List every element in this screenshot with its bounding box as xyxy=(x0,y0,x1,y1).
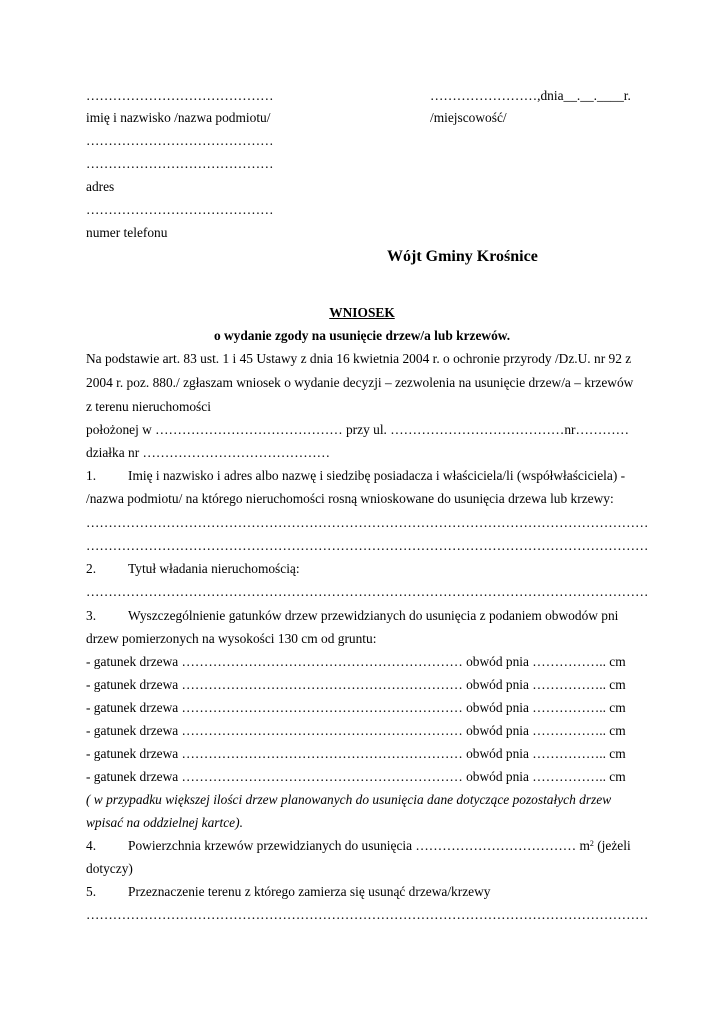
item-5-dots[interactable]: ……………………………………………………………………………………………………………… xyxy=(86,907,649,922)
item-1-number: 1. xyxy=(86,468,97,483)
tree-row[interactable]: - gatunek drzewa ……………………………………………………… obwód pnia …………….. cm xyxy=(86,677,626,692)
item-1-text: Imię i nazwisko i adres albo nazwę i siedzibę posiadacza i właściciela/li (współwłaściciela) - xyxy=(128,468,626,483)
shrub-area-field[interactable] xyxy=(128,838,631,854)
place-date-field[interactable]: ……………………,dnia__.__.____r. xyxy=(430,88,631,103)
phone-label: numer telefonu xyxy=(86,225,168,240)
tree-row[interactable]: - gatunek drzewa ……………………………………………………… obwód pnia …………….. cm xyxy=(86,654,626,669)
intro-line-2: 2004 r. poz. 880./ zgłaszam wniosek o wydanie decyzji – zezwolenia na usunięcie drzew/a – krzewów xyxy=(86,375,634,390)
phone-dots[interactable]: …………………………………… xyxy=(86,202,274,217)
item-3-text: Wyszczególnienie gatunków drzew przewidzianych do usunięcia z podaniem obwodów pni xyxy=(128,608,619,623)
document-title: WNIOSEK xyxy=(329,305,395,320)
item-1-dots-2[interactable]: ……………………………………………………………………………………………………………… xyxy=(86,538,649,553)
item-4-text-tail: (jeżeli xyxy=(593,838,631,853)
item-2-number: 2. xyxy=(86,561,97,576)
tree-row[interactable]: - gatunek drzewa ……………………………………………………… obwód pnia …………….. cm xyxy=(86,700,626,715)
item-1-dots-1[interactable]: ……………………………………………………………………………………………………………… xyxy=(86,515,649,530)
item-2-dots[interactable]: ……………………………………………………………………………………………………………… xyxy=(86,584,649,599)
item-5-number: 5. xyxy=(86,884,97,899)
item-3-note-cont: wpisać na oddzielnej kartce). xyxy=(86,815,243,830)
name-dots[interactable]: …………………………………… xyxy=(86,88,274,103)
squared-superscript: 2 xyxy=(589,839,594,848)
document-subtitle: o wydanie zgody na usunięcie drzew/a lub krzewów. xyxy=(213,328,511,343)
tree-row[interactable]: - gatunek drzewa ……………………………………………………… obwód pnia …………….. cm xyxy=(86,723,626,738)
tree-row[interactable]: - gatunek drzewa ……………………………………………………… obwód pnia …………….. cm xyxy=(86,746,626,761)
item-4-text-cont: dotyczy) xyxy=(86,861,133,876)
property-location-field[interactable]: położonej w …………………………………… przy ul. …………………………………nr………… xyxy=(86,422,630,437)
address-dots-1[interactable]: …………………………………… xyxy=(86,133,274,148)
address-label: adres xyxy=(86,179,115,194)
item-5-text: Przeznaczenie terenu z którego zamierza się usunąć drzewa/krzewy xyxy=(128,884,491,899)
item-1-text-cont: /nazwa podmiotu/ na którego nieruchomości rosną wnioskowane do usunięcia drzewa lub krzewy: xyxy=(86,491,614,506)
item-4-text: Powierzchnia krzewów przewidzianych do usunięcia ……………………………… m xyxy=(128,838,590,853)
item-3-text-cont: drzew pomierzonych na wysokości 130 cm od gruntu: xyxy=(86,631,377,646)
item-2-text: Tytuł władania nieruchomością: xyxy=(128,561,300,576)
intro-line-3: z terenu nieruchomości xyxy=(86,399,211,414)
item-4-number: 4. xyxy=(86,838,97,853)
item-3-number: 3. xyxy=(86,608,97,623)
addressee: Wójt Gminy Krośnice xyxy=(387,248,538,265)
intro-line-1: Na podstawie art. 83 ust. 1 i 45 Ustawy z dnia 16 kwietnia 2004 r. o ochronie przyrody /Dz.U. nr 92 z xyxy=(86,351,632,366)
item-3-note: ( w przypadku większej ilości drzew planowanych do usunięcia dane dotyczące pozostałych drzew xyxy=(86,792,612,807)
name-label: imię i nazwisko /nazwa podmiotu/ xyxy=(86,110,271,125)
place-label: /miejscowość/ xyxy=(430,110,507,125)
address-dots-2[interactable]: …………………………………… xyxy=(86,156,274,171)
tree-row[interactable]: - gatunek drzewa ……………………………………………………… obwód pnia …………….. cm xyxy=(86,769,626,784)
plot-number-field[interactable]: działka nr …………………………………… xyxy=(86,445,330,460)
